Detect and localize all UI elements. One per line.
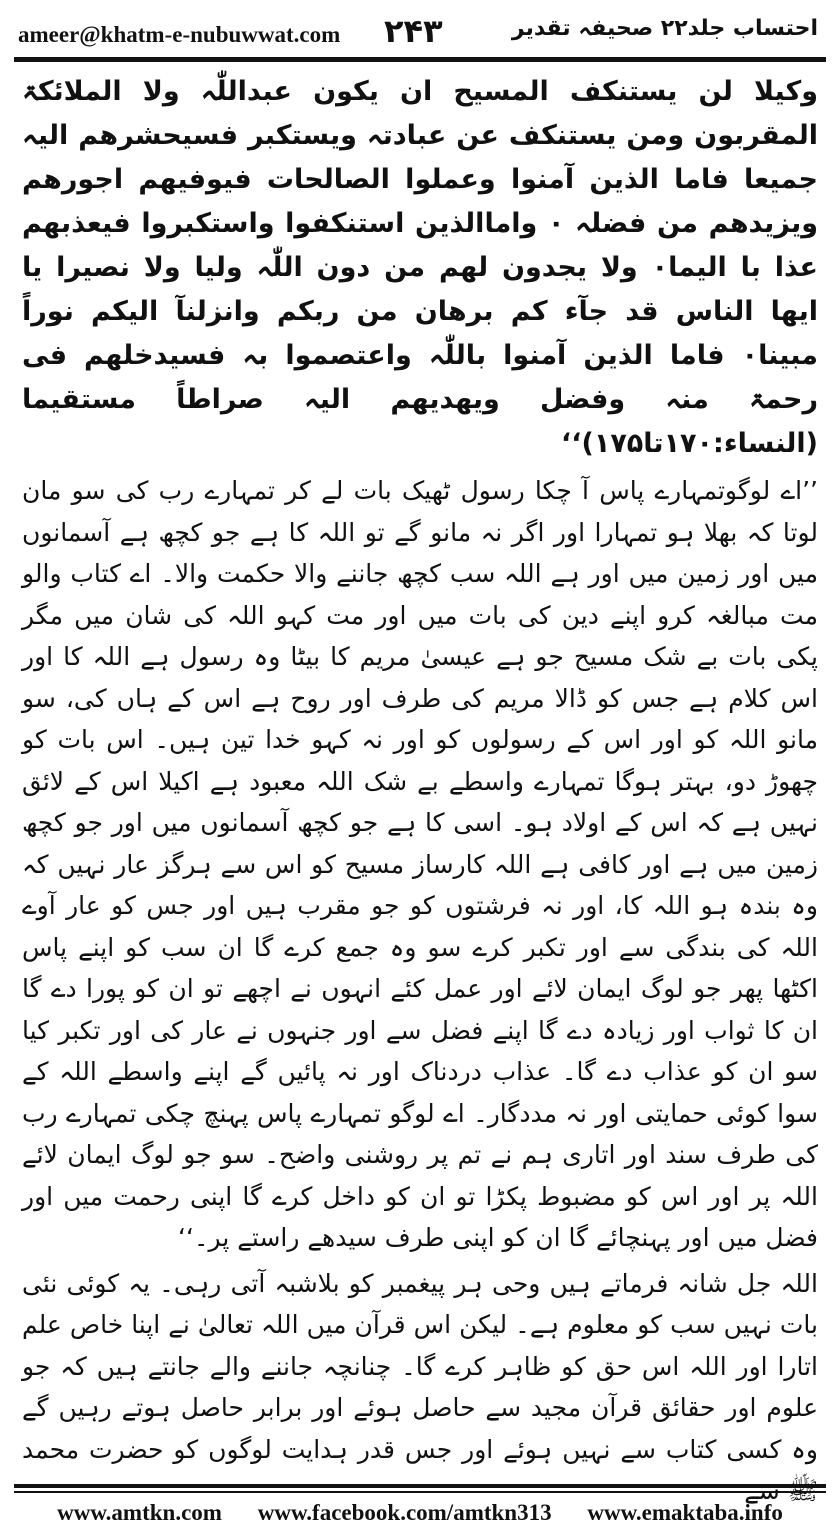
page-header (0, 0, 840, 62)
footer-link-facebook[interactable]: www.facebook.com/amtkn313 (257, 1500, 552, 1525)
running-title: احتساب جلد۲۲ صحیفہ تقدیر (511, 16, 818, 41)
page-body (22, 70, 818, 1472)
page-number: ۲۴۳ (384, 12, 443, 50)
footer-links (0, 1500, 840, 1526)
footer-rule-thin (14, 1491, 826, 1493)
footer-rule-thick (14, 1484, 826, 1488)
urdu-commentary: اللہ جل شانہ فرماتے ہیں وحی ہر پیغمبر کو بلاشبہ آتی رہی۔ یہ کوئی نئی بات نہیں سب کو معلوم ہے۔ لیکن اس قرآن میں اللہ تعالیٰ نے اپنا خاص علم اتارا اور اللہ اس حق کو ظاہر کرے گا۔ چنانچہ جاننے والے جانتے ہیں کہ جو علوم اور حقائق قرآن مجید سے حاصل ہوئے اور برابر حاصل ہوتے رہیں گے وہ کسی کتاب سے نہیں ہوئے اور جس قدر ہدایت لوگوں کو حضرت محمد (22, 1268, 818, 1464)
header-rule (14, 57, 826, 62)
urdu-translation: ’’اے لوگوتمہارے پاس آ چکا رسول ٹھیک بات لے کر تمہارے رب کی سو مان لوتا کہ بھلا ہو تمہارا اور اگر نہ مانو گے تو اللہ کا ہے جو کچھ ہے آسمانوں میں اور زمین میں اور ہے اللہ سب کچھ جاننے والا حکمت والا۔ اے کتاب والو مت مبالغہ کرو اپنے دین کی بات میں اور مت کہو اللہ کی شان میں مگر پکی بات بے شک مسیح جو ہے عیسیٰ مریم کا بیٹا وہ رسول ہے اللہ کا اور اس کلام ہے جس کو ڈالا مریم کی طرف اور روح ہے اس کے ہاں کی، سو مانو اللہ کو اور اس کے رسولوں کو اور نہ کہو خدا تین ہیں۔ اس بات کو چھوڑ دو، بہتر ہوگا تمہارے واسطے بے شک اللہ معبود ہے اکیلا اس کے لائق نہیں ہے کہ اس کے اولاد ہو۔ اسی کا ہے جو کچھ آسمانوں میں اور جو کچھ زمین میں ہے اور کافی ہے اللہ کارساز مسیح کو اس سے ہرگز عار نہیں کہ وہ بندہ ہو اللہ کا، اور نہ فرشتوں کو جو مقرب ہیں اور جس کو عار آوے اللہ کی بندگی سے اور تکبر کرے سو وہ جمع کرے گا ان سب کو اپنے پاس اکٹھا پھر جو لوگ ایمان لائے اور عمل کئے انہوں نے اچھے تو ان کو پورا دے گا ان کا ثواب اور زیادہ دے گا اپنے فضل سے اور جنہوں نے عار کی اور تکبر کیا سو ان کو عذاب دے گا۔ عذاب دردناک اور نہ پائیں گے اپنے واسطے اللہ کے سوا کوئی حمایتی اور نہ مددگار۔ اے لوگو تمہارے پاس پہنچ چکی تمہارے رب کی طرف سند اور اتاری ہم نے تم پر روشنی واضح۔ سو جو لوگ ایمان لائے اللہ پر اور اس کو مضبوط پکڑا تو ان کو داخل کرے گا اپنی رحمت میں اور فضل میں اور پہنچائے گا ان کو اپنی طرف سیدھے راستے پر۔‘‘ (22, 476, 818, 1252)
footer-link-emaktaba[interactable]: www.emaktaba.info (587, 1500, 783, 1525)
arabic-quranic-passage: وکیلا لن یستنکف المسیح ان یکون عبداللّٰہ ولا الملائکۃ المقربون ومن یستنکف عن عبادتہ ویستکبر فسیحشرھم الیہ جمیعا فاما الذین آمنوا وعملوا الصالحات فیوفیھم اجورھم ویزیدھم من فضلہ ۰ واماالذین استنکفوا واستکبروا فیعذبھم عذا با الیما۰ ولا یجدون لھم من دون اللّٰہ ولیا ولا نصیرا یا ایھا الناس قد جآء کم برھان من ربکم وانزلنآ الیکم نوراً مبینا۰ فاما الذین آمنوا باللّٰہ واعتصموا بہ فسیدخلھم فی رحمۃ منہ وفضل ویھدیھم الیہ صراطاً مستقیما (النساء:۱۷۰تا۱۷۵)‘‘ (22, 76, 818, 459)
page-footer (0, 1478, 840, 1540)
header-email: ameer@khatm-e-nubuwwat.com (18, 22, 341, 47)
footer-link-amtkn[interactable]: www.amtkn.com (57, 1500, 222, 1525)
